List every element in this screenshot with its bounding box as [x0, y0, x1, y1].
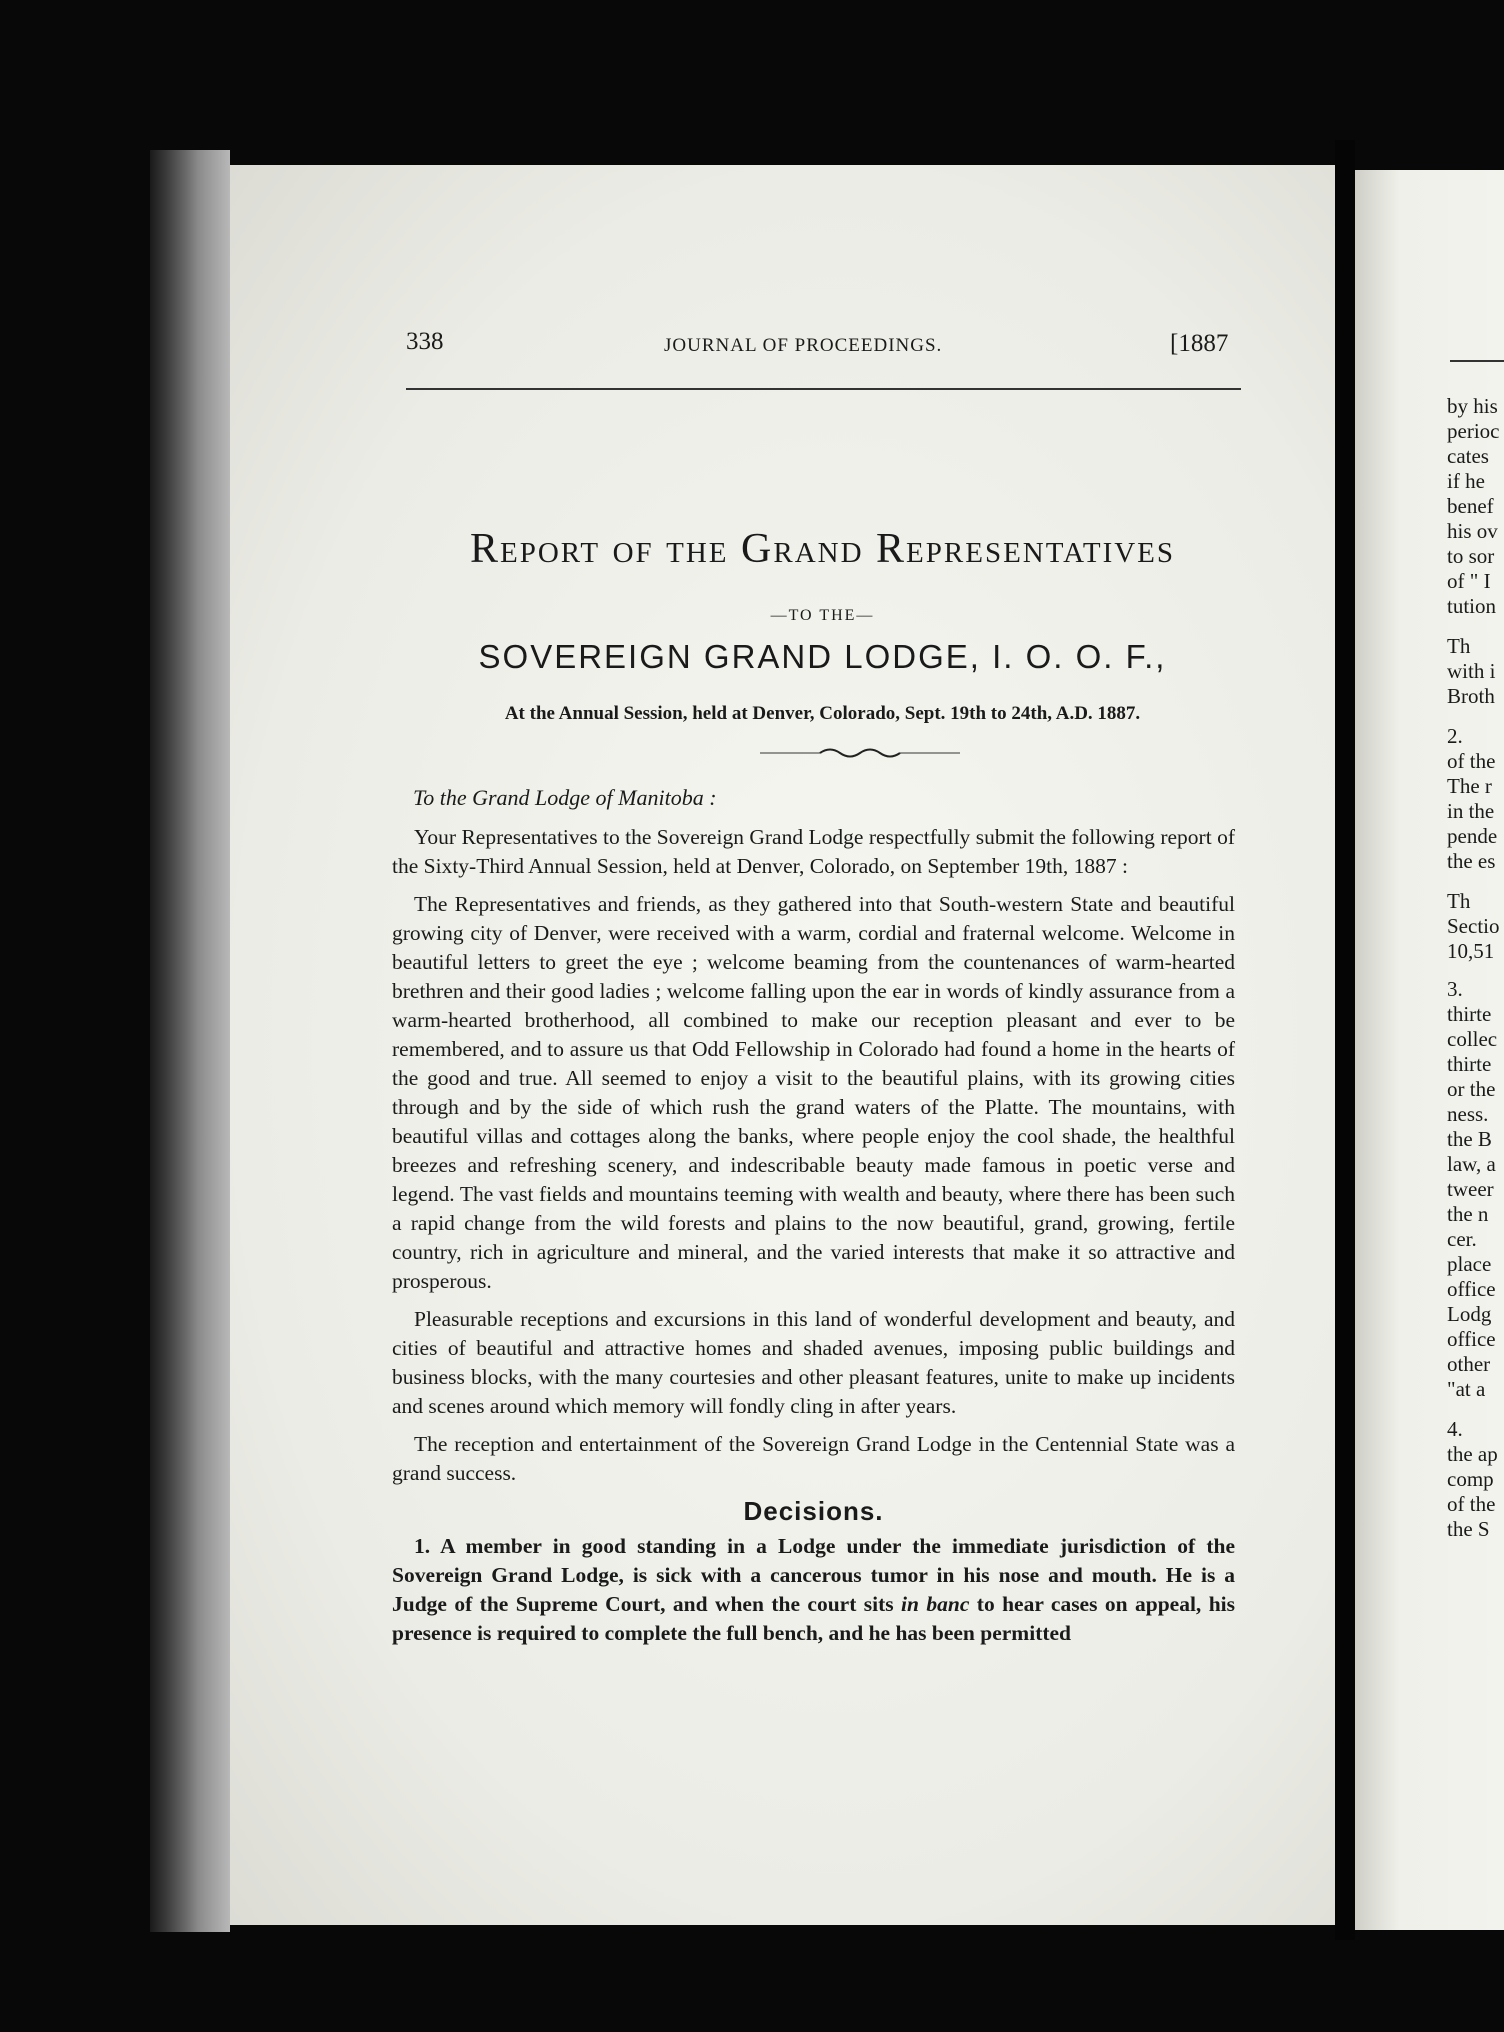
facing-text-fragment: 3.	[1447, 977, 1463, 1001]
facing-text-fragment: the B	[1447, 1127, 1492, 1151]
facing-text-fragment: Sectio	[1447, 914, 1500, 938]
facing-text-fragment: "at a	[1447, 1377, 1486, 1401]
running-head: JOURNAL OF PROCEEDINGS.	[664, 335, 943, 356]
facing-text-fragment: benef	[1447, 494, 1494, 518]
facing-text-fragment: The r	[1447, 774, 1492, 798]
decision-text: 1. A member in good standing in a Lodge under the immediate jurisdiction of the Sovereign Grand Lodge, is sick with a cancerous tumor in his nose and mouth. He is a Judge of the Supreme Court, and when the court sits	[392, 1534, 1235, 1616]
facing-text-fragment: of the	[1447, 749, 1496, 773]
facing-text-fragment: cates	[1447, 444, 1489, 468]
header-rule	[406, 388, 1241, 390]
facing-text-fragment: or the	[1447, 1077, 1496, 1101]
facing-text-fragment: the es	[1447, 849, 1496, 873]
facing-text-fragment: office	[1447, 1277, 1496, 1301]
page-number: 338	[406, 328, 444, 355]
section-heading: Decisions.	[743, 1496, 884, 1526]
running-year: [1887	[1170, 330, 1229, 357]
facing-text-fragment: Th	[1447, 889, 1471, 913]
facing-text-fragment: tweer	[1447, 1177, 1494, 1201]
facing-text-fragment: 10,51	[1447, 939, 1495, 963]
facing-text-fragment: Lodg	[1447, 1302, 1492, 1326]
facing-text-fragment: ness.	[1447, 1102, 1489, 1126]
facing-text-fragment: with i	[1447, 659, 1496, 683]
facing-text-fragment: 4.	[1447, 1417, 1463, 1441]
ornament-divider-icon	[760, 743, 960, 763]
paragraph: The reception and entertainment of the Sovereign Grand Lodge in the Centennial State was a grand success.	[392, 1432, 1235, 1485]
facing-text-fragment: the S	[1447, 1517, 1490, 1541]
facing-text-fragment: pende	[1447, 824, 1498, 848]
facing-text-fragment: thirte	[1447, 1002, 1492, 1026]
facing-text-fragment: tution	[1447, 594, 1497, 618]
facing-text-fragment: the n	[1447, 1202, 1489, 1226]
facing-text-fragment: to sor	[1447, 544, 1495, 568]
facing-text-fragment: law, a	[1447, 1152, 1496, 1176]
lodge-title: SOVEREIGN GRAND LODGE, I. O. O. F.,	[478, 638, 1167, 675]
facing-text-fragment: of the	[1447, 1492, 1496, 1516]
facing-text-fragment: of " I	[1447, 569, 1491, 593]
report-title: Report of the Grand Representatives	[469, 526, 1176, 572]
facing-text-fragment: perioc	[1447, 419, 1500, 443]
decision-italic: in banc	[901, 1592, 970, 1616]
paragraph: The Representatives and friends, as they gathered into that South-western State and beautiful growing city of Denver, were received with a warm, cordial and fraternal welcome. Welcome in beautiful letters to greet the eye ; welcome beaming from the countenances of warm-hearted brethren and their good ladies ; welcome falling upon the ear in words of kindly assurance from a warm-hearted brotherhood, all combined to make our reception pleasant and ever to be remembered, and to assure us that Odd Fellowship in Colorado had found a home in the hearts of the good and true. All seemed to enjoy a visit to the beautiful plains, with its growing cities through and by the side of which rush the grand waters of the Platte. The mountains, with beautiful villas and cottages along the banks, where people enjoy the cool shade, the healthful breezes and refreshing scenery, and indescribable beauty made famous in poetic verse and legend. The vast fields and mountains teeming with wealth and beauty, where there has been such a rapid change from the wild forests and plains to the now beautiful, grand, growing, fertile country, rich in agriculture and mineral, and the varied interests that make it so attractive and prosperous.	[392, 892, 1235, 1293]
facing-text-fragment: if he	[1447, 469, 1485, 493]
book-page	[230, 165, 1335, 1925]
facing-text-fragment: Broth	[1447, 684, 1495, 708]
facing-text-fragment: Th	[1447, 634, 1471, 658]
facing-page	[1355, 170, 1504, 1930]
facing-text-fragment: cer.	[1447, 1227, 1477, 1251]
book-spine	[150, 150, 230, 1932]
facing-header-rule	[1450, 360, 1504, 362]
page-gutter	[1335, 140, 1355, 1940]
decision-item	[392, 1532, 1235, 1648]
facing-text-fragment: other	[1447, 1352, 1491, 1376]
facing-text-fragment: office	[1447, 1327, 1496, 1351]
facing-text-fragment: by his	[1447, 394, 1498, 418]
facing-text-fragment: comp	[1447, 1467, 1494, 1491]
paragraph: Pleasurable receptions and excursions in this land of wonderful development and beauty, and cities of beautiful and attractive homes and shaded avenues, imposing public buildings and business blocks, with the many courtesies and other pleasant features, unite to make up incidents and scenes around which memory will fondly cling in after years.	[392, 1307, 1235, 1418]
facing-text-fragment: in the	[1447, 799, 1495, 823]
salutation: To the Grand Lodge of Manitoba :	[413, 785, 717, 810]
decision-text: to hear cases on appeal, his presence is required to complete the full bench, and he has been permitted	[392, 1592, 1235, 1645]
facing-text-fragment: place	[1447, 1252, 1492, 1276]
facing-text-fragment: his ov	[1447, 519, 1498, 543]
paragraph: Your Representatives to the Sovereign Grand Lodge respectfully submit the following report of the Sixty-Third Annual Session, held at Denver, Colorado, on September 19th, 1887 :	[392, 825, 1235, 878]
facing-text-fragment: collec	[1447, 1027, 1498, 1051]
facing-text-fragment: thirte	[1447, 1052, 1492, 1076]
title-connector: —TO THE—	[770, 607, 875, 624]
body-text	[392, 823, 1235, 1657]
facing-text-fragment: 2.	[1447, 724, 1463, 748]
facing-text-fragment: the ap	[1447, 1442, 1498, 1466]
session-line: At the Annual Session, held at Denver, Colorado, Sept. 19th to 24th, A.D. 1887.	[504, 703, 1141, 724]
